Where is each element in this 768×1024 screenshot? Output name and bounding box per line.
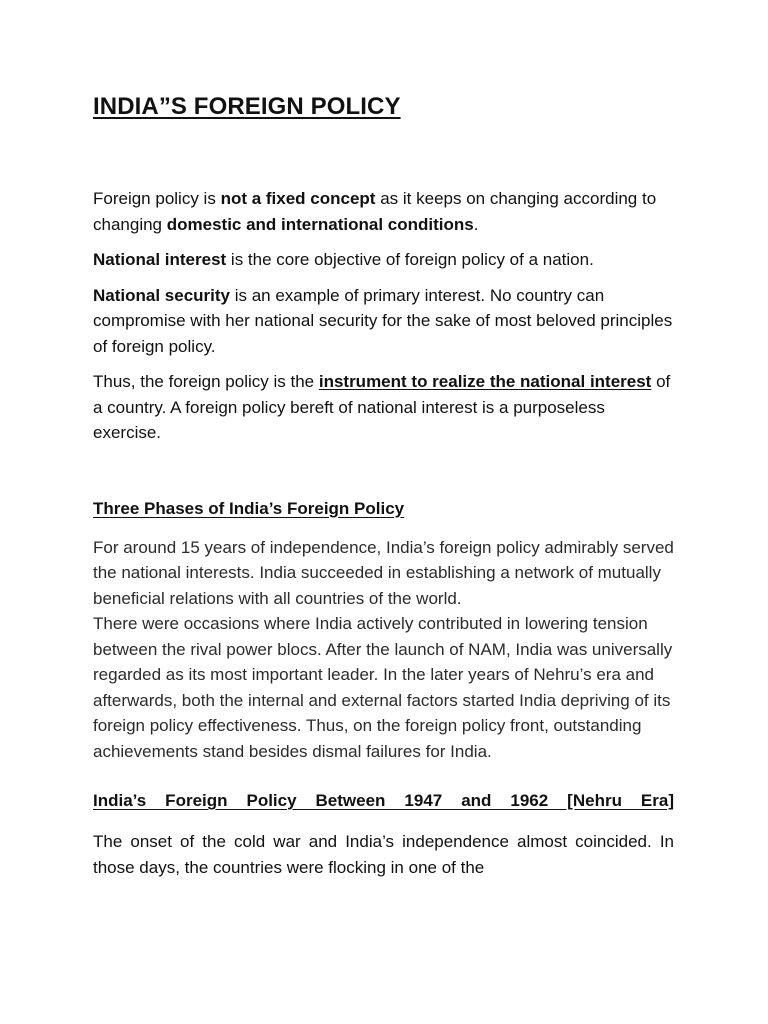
document-title: INDIA”S FOREIGN POLICY	[93, 93, 401, 120]
section-heading-nehru-era: India’s Foreign Policy Between 1947 and 1962 [Nehru Era]	[93, 791, 674, 810]
text-run: is the core objective of foreign policy of a nation.	[226, 250, 594, 269]
text-run: Thus, the foreign policy is the	[93, 372, 319, 391]
paragraph-instrument	[93, 369, 674, 446]
text-run: is an example of primary interest. No country can compromise with her national security for the sake of most beloved principles of foreign policy.	[93, 285, 673, 356]
text-run: .	[473, 214, 479, 234]
bold-text: National interest	[93, 250, 227, 269]
bold-text: not a fixed concept	[220, 189, 376, 208]
paragraph-cold-war: The onset of the cold war and India’s independence almost coincided. In those days, the countries were flocking in one of the	[93, 832, 674, 877]
paragraph-national-security	[93, 283, 674, 360]
text-run: Foreign policy is	[93, 189, 221, 208]
text-run: of a country. A foreign policy bereft of national interest is a purposeless exercise.	[93, 372, 671, 442]
text-run: as it keeps on changing according to changing	[93, 189, 657, 234]
section-heading-three-phases: Three Phases of India’s Foreign Policy	[93, 498, 405, 518]
paragraph-occasions: There were occasions where India actively contributed in lowering tension between the rival power blocs. After the launch of NAM, India was universally regarded as its most important leader. In the later years of Nehru’s era and afterwards, both the internal and external factors started India depriving of its foreign policy effectiveness. Thus, on the foreign policy front, outstanding achievements stand besides dismal failures for India.	[93, 614, 673, 761]
paragraph-national-interest	[93, 247, 674, 273]
paragraph-fifteen-years: For around 15 years of independence, India’s foreign policy admirably served the national interests. India succeeded in establishing a network of mutually beneficial relations with all countries of the world.	[93, 537, 674, 608]
bold-underlined-text: instrument to realize the national interest	[318, 372, 652, 391]
bold-text: National security	[93, 285, 230, 305]
paragraph-fixed-concept	[93, 186, 674, 237]
bold-text: domestic and international conditions	[166, 214, 474, 234]
